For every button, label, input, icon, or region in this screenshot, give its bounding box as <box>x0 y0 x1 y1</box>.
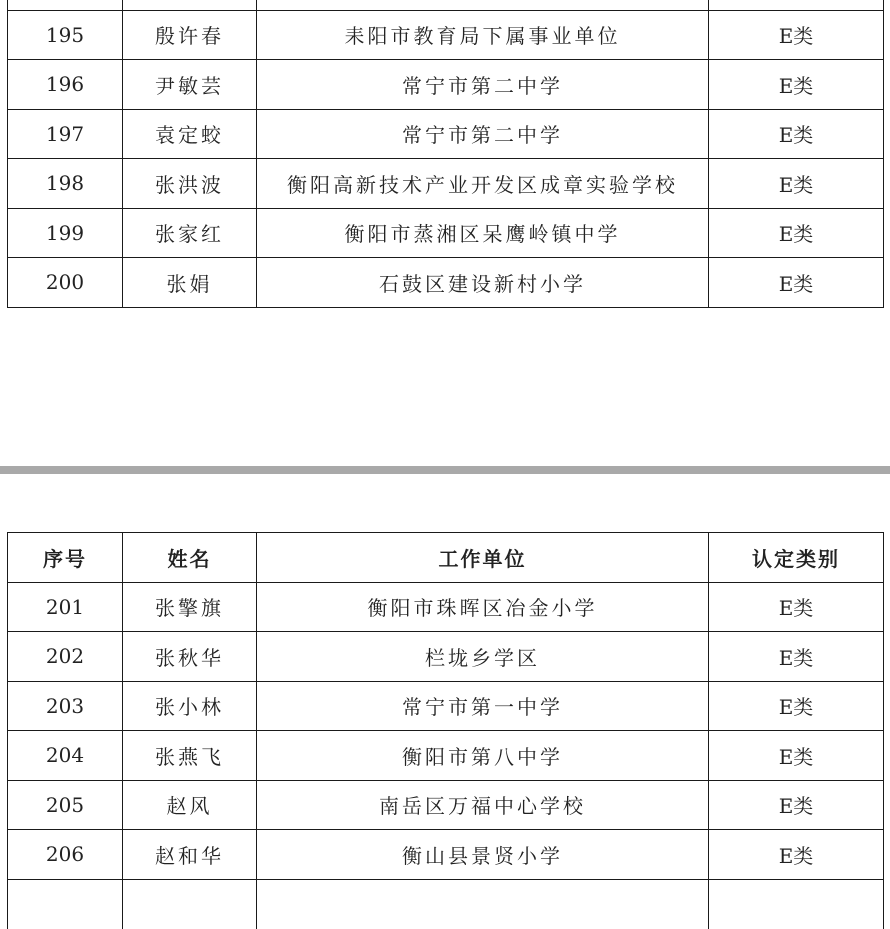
cell-no: 195 <box>8 10 123 60</box>
cell-no: 204 <box>8 731 123 781</box>
cell-name: 赵和华 <box>123 830 257 880</box>
cell-unit: 常宁市第一中学 <box>257 681 709 731</box>
cell-name: 张娟 <box>123 258 257 308</box>
cell-category: E类 <box>709 632 884 682</box>
cell-no: 197 <box>8 109 123 159</box>
table-row <box>8 582 884 632</box>
cell-category: E类 <box>709 208 884 258</box>
cell-no: 202 <box>8 632 123 682</box>
cell-no: 203 <box>8 681 123 731</box>
cell-no <box>8 879 123 929</box>
cell-no: 199 <box>8 208 123 258</box>
table-row <box>8 109 884 159</box>
cell-unit: 栏垅乡学区 <box>257 632 709 682</box>
cell-unit: 耒阳市教育局下属事业单位 <box>257 10 709 60</box>
table-row <box>8 780 884 830</box>
cell-name: 张小林 <box>123 681 257 731</box>
table-row <box>8 731 884 781</box>
header-category: 认定类别 <box>709 533 884 583</box>
cell-no: 198 <box>8 159 123 209</box>
cell-unit <box>257 0 709 10</box>
cell-no: 196 <box>8 60 123 110</box>
cell-name: 张擎旗 <box>123 582 257 632</box>
cell-unit: 衡阳高新技术产业开发区成章实验学校 <box>257 159 709 209</box>
cell-category: E类 <box>709 60 884 110</box>
table-row <box>8 10 884 60</box>
header-name: 姓名 <box>123 533 257 583</box>
header-no: 序号 <box>8 533 123 583</box>
cell-no: 201 <box>8 582 123 632</box>
cell-no: 206 <box>8 830 123 880</box>
cell-category: E类 <box>709 109 884 159</box>
page-separator <box>0 466 890 474</box>
cell-name: 赵风 <box>123 780 257 830</box>
table-row <box>8 632 884 682</box>
cell-unit: 衡山县景贤小学 <box>257 830 709 880</box>
cell-category <box>709 0 884 10</box>
cell-unit: 衡阳市第八中学 <box>257 731 709 781</box>
table-row <box>8 879 884 929</box>
table-row <box>8 258 884 308</box>
cell-category: E类 <box>709 681 884 731</box>
cell-category: E类 <box>709 582 884 632</box>
cell-category: E类 <box>709 780 884 830</box>
teacher-list-table <box>7 532 884 929</box>
header-unit: 工作单位 <box>257 533 709 583</box>
cell-category: E类 <box>709 10 884 60</box>
table-row <box>8 0 884 10</box>
cell-category: E类 <box>709 731 884 781</box>
cell-no: 205 <box>8 780 123 830</box>
cell-name: 张家红 <box>123 208 257 258</box>
table-row <box>8 830 884 880</box>
cell-no <box>8 0 123 10</box>
cell-unit: 石鼓区建设新村小学 <box>257 258 709 308</box>
cell-name <box>123 0 257 10</box>
cell-name: 袁定蛟 <box>123 109 257 159</box>
document-page-lower <box>0 474 890 885</box>
cell-name <box>123 879 257 929</box>
cell-unit: 衡阳市珠晖区冶金小学 <box>257 582 709 632</box>
cell-category: E类 <box>709 159 884 209</box>
cell-unit: 衡阳市蒸湘区呆鹰岭镇中学 <box>257 208 709 258</box>
cell-category: E类 <box>709 258 884 308</box>
cell-unit: 常宁市第二中学 <box>257 60 709 110</box>
table-row <box>8 681 884 731</box>
table-header-row <box>8 533 884 583</box>
cell-unit <box>257 879 709 929</box>
cell-category <box>709 879 884 929</box>
cell-name: 张洪波 <box>123 159 257 209</box>
cell-name: 殷许春 <box>123 10 257 60</box>
cell-unit: 南岳区万福中心学校 <box>257 780 709 830</box>
table-row <box>8 208 884 258</box>
cell-unit: 常宁市第二中学 <box>257 109 709 159</box>
table-row <box>8 159 884 209</box>
cell-category: E类 <box>709 830 884 880</box>
table-row <box>8 60 884 110</box>
cell-name: 张秋华 <box>123 632 257 682</box>
cell-no: 200 <box>8 258 123 308</box>
cell-name: 尹敏芸 <box>123 60 257 110</box>
cell-name: 张燕飞 <box>123 731 257 781</box>
teacher-list-table-continued <box>7 0 884 308</box>
